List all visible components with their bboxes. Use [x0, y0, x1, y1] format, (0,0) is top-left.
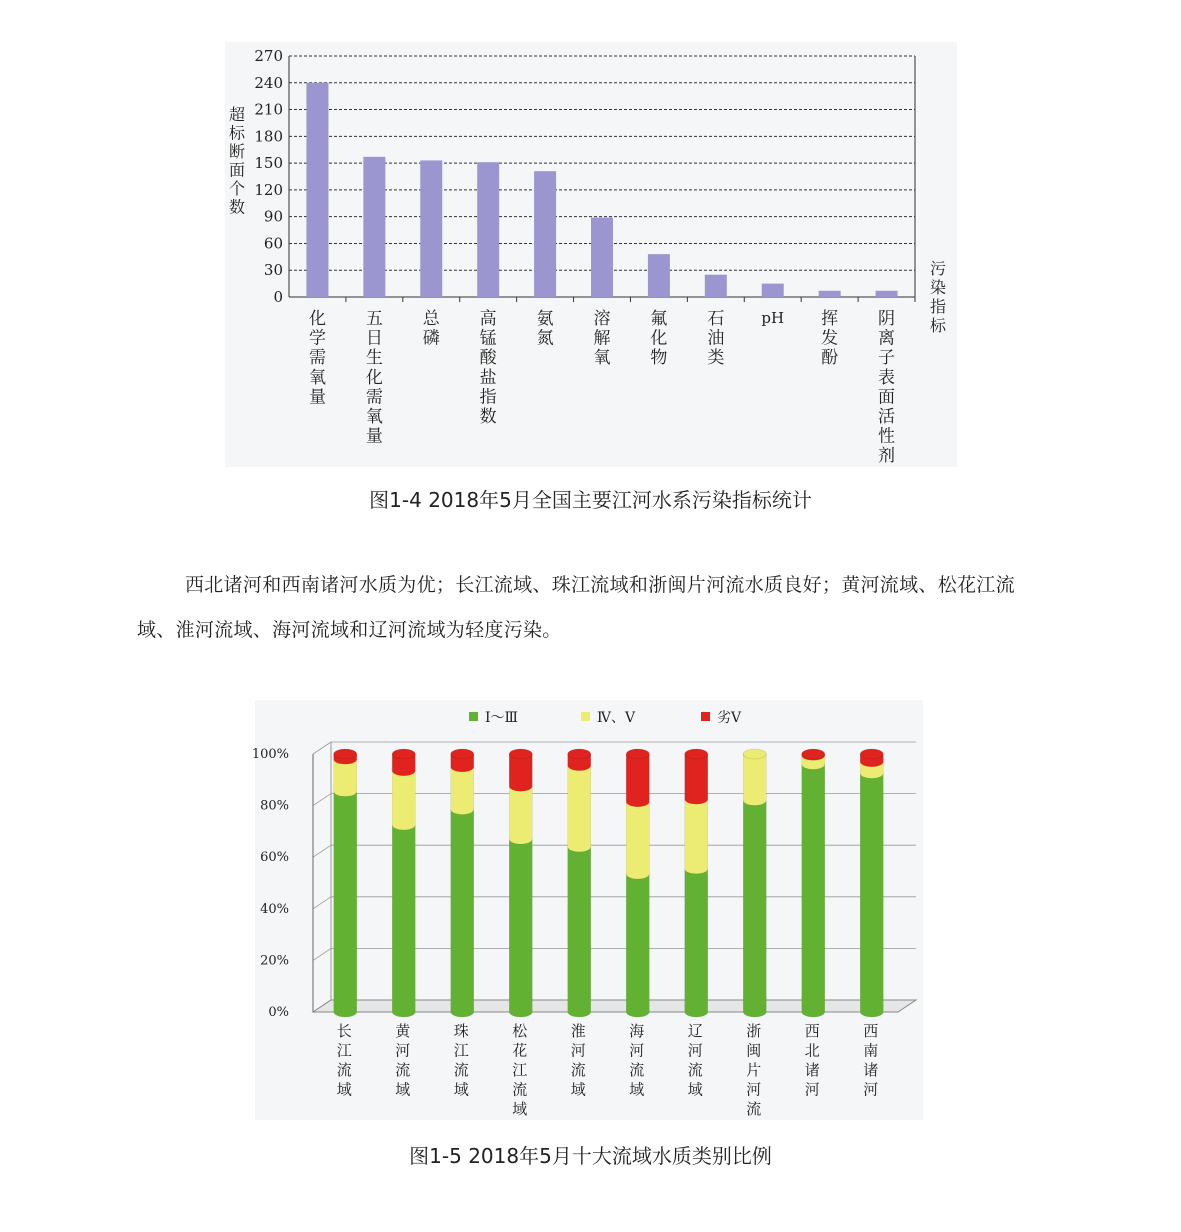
bar — [534, 171, 556, 297]
x-tick-label: 淮河流域 — [570, 1022, 586, 1099]
cylinder-segment — [860, 773, 883, 1017]
y-tick-label: 90 — [263, 207, 283, 226]
cylinder-segment — [392, 825, 415, 1017]
y-tick-label: 80% — [260, 798, 289, 814]
x-tick-label: 溶解氧 — [593, 309, 611, 369]
bar — [363, 157, 385, 297]
cylinder-top — [451, 749, 474, 759]
bar — [705, 275, 727, 297]
cylinder-segment — [334, 759, 357, 796]
cylinder-top — [860, 749, 883, 759]
bar — [306, 83, 328, 297]
bar — [477, 162, 499, 297]
x-tick-label: pH — [761, 309, 785, 327]
cylinder-top — [392, 749, 415, 759]
legend-swatch — [469, 712, 478, 721]
x-tick-label: 辽河流域 — [687, 1022, 703, 1099]
x-tick-label: 氟化物 — [650, 309, 668, 369]
x-tick-label: 长江流域 — [336, 1022, 352, 1099]
bar — [591, 218, 613, 297]
bar — [762, 284, 784, 297]
cylinder-top — [568, 749, 591, 759]
x-tick-label: 阴离子表面活性剂 — [878, 309, 896, 467]
x-tick-label: 西南诸河 — [863, 1022, 879, 1099]
figure-2-caption: 图1-5 2018年5月十大流域水质类别比例 — [409, 1144, 772, 1168]
bar — [420, 160, 442, 297]
gridline-depth — [313, 742, 331, 754]
gridline-depth — [313, 948, 331, 960]
cylinder-segment — [743, 800, 766, 1017]
cylinder-segment — [685, 799, 708, 874]
legend-label: 劣Ⅴ — [717, 710, 742, 726]
bar — [648, 254, 670, 297]
cylinder-segment — [568, 847, 591, 1017]
gridline-depth — [313, 845, 331, 857]
legend-swatch — [581, 712, 590, 721]
cylinder-segment — [451, 767, 474, 815]
y-tick-label: 40% — [260, 901, 289, 917]
y-tick-label: 210 — [254, 100, 283, 119]
x-tick-label: 五日生化需氧量 — [365, 309, 383, 447]
y-tick-label: 120 — [254, 180, 283, 199]
x-tick-label: 海河流域 — [629, 1022, 645, 1099]
y-tick-label: 0 — [273, 288, 283, 306]
cylinder-segment — [509, 839, 532, 1017]
cylinder-top — [626, 749, 649, 759]
cylinder-segment — [685, 869, 708, 1017]
pollution-indicator-chart-svg — [225, 42, 957, 467]
pollution-indicator-chart — [225, 42, 957, 467]
legend-label: Ⅳ、Ⅴ — [597, 710, 636, 726]
cylinder-segment — [802, 764, 825, 1017]
figure-1-caption: 图1-4 2018年5月全国主要江河水系污染指标统计 — [369, 488, 812, 512]
y-tick-label: 60 — [263, 234, 283, 253]
gridline-depth — [313, 794, 331, 806]
y-tick-label: 100% — [251, 747, 289, 762]
y-tick-label: 270 — [254, 47, 283, 65]
x-tick-label: 总磷 — [422, 309, 440, 349]
water-quality-ratio-chart — [251, 700, 923, 1120]
cylinder-segment — [509, 754, 532, 791]
cylinder-segment — [626, 754, 649, 807]
cylinder-segment — [568, 766, 591, 852]
y-tick-label: 240 — [254, 73, 283, 92]
cylinder-segment — [509, 786, 532, 844]
cylinder-top — [743, 749, 766, 759]
y-tick-label: 20% — [260, 953, 289, 969]
y-tick-label: 0% — [268, 1005, 289, 1020]
x-tick-label: 高锰酸盐指数 — [479, 309, 497, 427]
y-tick-label: 30 — [263, 261, 283, 280]
bar — [876, 291, 898, 297]
body-paragraph: 西北诸河和西南诸河水质为优；长江流域、珠江流域和浙闽片河流水质良好；黄河流域、松花江流域、淮河流域、海河流域和辽河流域为轻度污染。 — [137, 574, 1015, 641]
x-tick-label: 挥发酚 — [821, 309, 839, 369]
cylinder-segment — [334, 791, 357, 1017]
x-tick-label: 化学需氧量 — [308, 309, 326, 408]
cylinder-top — [334, 749, 357, 759]
x-tick-label: 浙闽片河流 — [746, 1022, 762, 1118]
gridline-depth — [313, 897, 331, 909]
cylinder-top — [509, 749, 532, 759]
x-axis-label: 污染指标 — [929, 259, 947, 335]
y-axis-label: 超标断面个数 — [228, 105, 246, 217]
y-tick-label: 180 — [254, 127, 283, 146]
cylinder-segment — [451, 809, 474, 1017]
cylinder-segment — [626, 802, 649, 879]
water-quality-ratio-chart-svg — [251, 700, 923, 1120]
y-tick-label: 60% — [260, 850, 289, 866]
bar — [819, 291, 841, 297]
x-tick-label: 珠江流域 — [453, 1022, 469, 1099]
legend-swatch — [701, 712, 710, 721]
y-tick-label: 150 — [254, 154, 283, 173]
x-tick-label: 石油类 — [707, 309, 725, 369]
cylinder-segment — [392, 771, 415, 830]
x-tick-label: 黄河流域 — [395, 1022, 411, 1099]
cylinder-segment — [743, 754, 766, 805]
x-tick-label: 氨氮 — [536, 309, 554, 349]
cylinder-segment — [626, 874, 649, 1017]
cylinder-top — [802, 749, 825, 759]
cylinder-top — [685, 749, 708, 759]
x-tick-label: 松花江流域 — [512, 1022, 528, 1118]
cylinder-segment — [685, 754, 708, 804]
legend-label: Ⅰ～Ⅲ — [485, 710, 519, 726]
x-tick-label: 西北诸河 — [804, 1022, 820, 1099]
